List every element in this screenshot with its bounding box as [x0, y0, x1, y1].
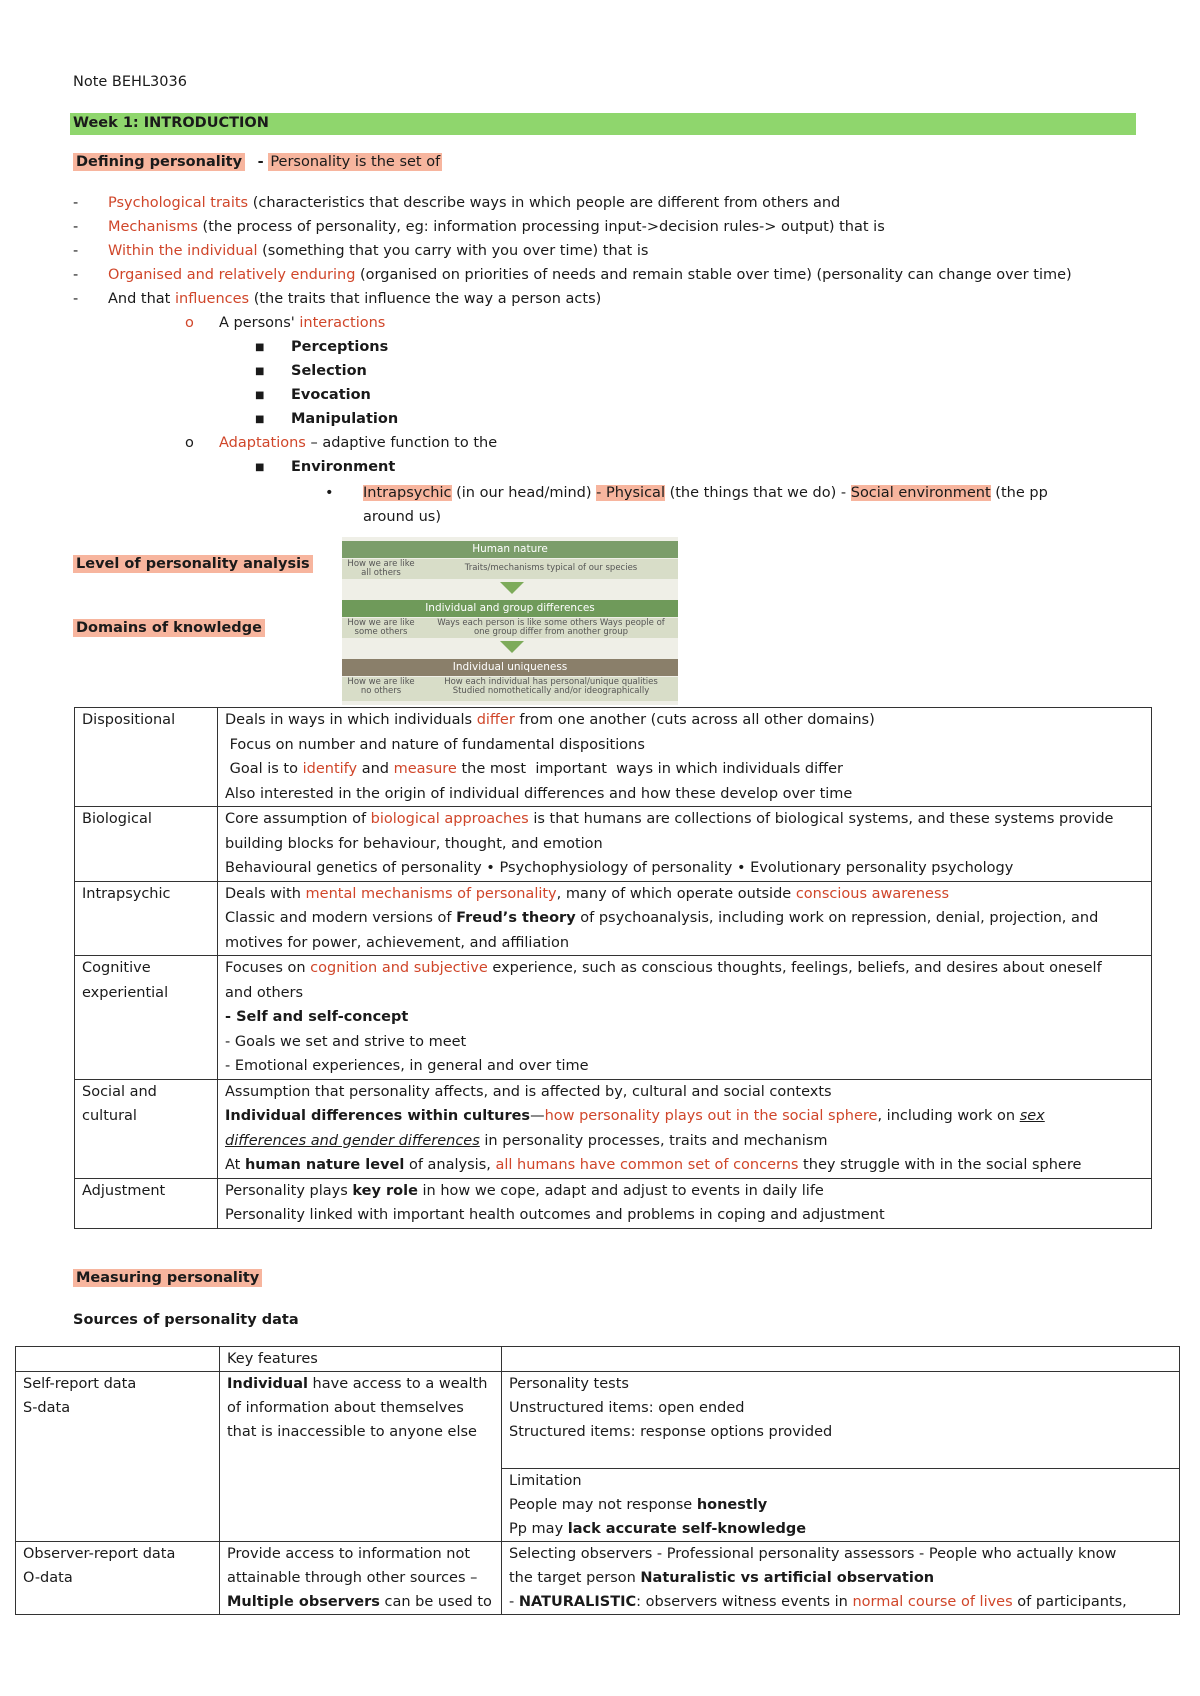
env-physical: - Physical — [596, 485, 665, 501]
text: Selecting observers - Professional personality assessors - People who actually know — [509, 1546, 1117, 1562]
term: Psychological traits — [108, 195, 249, 211]
item-label: Manipulation — [291, 411, 399, 427]
text: from one another (cuts across all other domains) — [514, 712, 875, 728]
term: interactions — [299, 315, 386, 331]
text: Deals with — [225, 885, 306, 902]
term-desc: (organised on priorities of needs and remain stable over time) (personality can change over time) — [355, 267, 1072, 283]
list-item: ■ Environment — [255, 459, 396, 475]
domain-description — [218, 807, 1152, 882]
diagram-row — [342, 559, 678, 579]
domain-description — [218, 956, 1152, 1080]
domain-name: Adjustment — [75, 1178, 218, 1228]
list-item — [185, 315, 385, 331]
down-arrow-icon — [500, 641, 524, 653]
diagram-row — [342, 618, 678, 638]
text: experiential — [82, 984, 169, 1001]
term-pre: And that — [108, 291, 175, 307]
text: is that humans are collections of biological systems, and these systems provide — [528, 811, 1114, 827]
bullet-marker: o — [185, 315, 194, 331]
term: how personality plays out in the social sphere — [544, 1108, 878, 1124]
text: they struggle with in the social sphere — [798, 1157, 1082, 1173]
text: Unstructured items: open ended — [509, 1400, 745, 1416]
env-desc: (the things that we do) - — [664, 485, 851, 501]
text: building blocks for behaviour, thought, and emotion — [225, 835, 603, 852]
term-bold: Individual — [227, 1376, 308, 1392]
env-desc: (in our head/mind) — [451, 485, 597, 501]
text: Focus on number and nature of fundamental dispositions — [225, 736, 645, 753]
table-cell — [502, 1347, 1180, 1372]
table-header: Key features — [220, 1347, 502, 1372]
list-item: ■ Perceptions — [255, 339, 389, 355]
text: the most important ways in which individuals differ — [456, 761, 843, 777]
list-item: ■ Manipulation — [255, 411, 399, 427]
defining-heading: Defining personality — [73, 153, 245, 171]
note-title: Note BEHL3036 — [73, 74, 187, 90]
text: and — [357, 761, 394, 777]
term-underline: sex — [1019, 1108, 1045, 1124]
term: identify — [302, 761, 358, 777]
bullet-marker: o — [185, 435, 194, 451]
text: motives for power, achievement, and affiliation — [225, 934, 570, 951]
text: - Emotional experiences, in general and over time — [225, 1058, 589, 1074]
sources-heading: Sources of personality data — [73, 1312, 299, 1328]
heading-separator: - — [257, 154, 264, 170]
domain-description — [218, 708, 1152, 807]
table-row — [75, 708, 1152, 807]
text: Personality plays — [225, 1182, 353, 1199]
week-title: Week 1: INTRODUCTION — [73, 115, 269, 131]
text: Personality linked with important health outcomes and problems in coping and adjustment — [225, 1207, 885, 1223]
source-details — [502, 1372, 1180, 1469]
text: At — [225, 1157, 245, 1173]
list-item: - Psychological traits (characteristics that describe ways in which people are different from others and — [73, 195, 841, 211]
text: of participants, — [1012, 1594, 1127, 1610]
text: O-data — [23, 1570, 73, 1586]
term: cognition and subjective — [310, 960, 488, 976]
term-bold: honestly — [696, 1497, 768, 1513]
text: of analysis, — [404, 1157, 496, 1173]
table-row — [16, 1347, 1180, 1372]
source-name — [16, 1542, 220, 1615]
term-bold: human nature level — [244, 1157, 405, 1173]
text: Observer-report data — [23, 1546, 176, 1562]
domain-name — [75, 956, 218, 1080]
text: Structured items: response options provided — [509, 1424, 833, 1440]
list-item: • Intrapsychic (in our head/mind) - Physical (the things that we do) - Social environment (the pp around us) — [325, 485, 1048, 525]
defining-heading-line — [73, 154, 442, 170]
text: can be used to — [379, 1594, 492, 1610]
diagram-row-right: Ways each person is like some others Ways people of one group differ from another group — [437, 618, 665, 637]
measuring-heading-line — [73, 1270, 262, 1286]
term-bold: Individual differences within cultures — [225, 1108, 531, 1124]
term-desc: – adaptive function to the — [305, 435, 498, 451]
text: Pp may — [509, 1521, 568, 1537]
text: Behavioural genetics of personality • Psychophysiology of personality • Evolutionary personality psychology — [225, 860, 1014, 876]
text: Provide access to information not — [227, 1546, 471, 1562]
text: have access to a wealth — [307, 1376, 488, 1392]
source-name — [16, 1372, 220, 1542]
text: that is inaccessible to anyone else — [227, 1424, 477, 1440]
term: mental mechanisms of personality — [305, 885, 557, 902]
text: S-data — [23, 1400, 71, 1416]
diagram-bar: Individual and group differences — [342, 600, 678, 617]
env-desc: around us) — [363, 509, 441, 525]
text: and others — [225, 984, 304, 1001]
domain-name: Intrapsychic — [75, 881, 218, 956]
domains-heading-line — [73, 620, 265, 636]
down-arrow-icon — [500, 582, 524, 594]
term: normal course of lives — [852, 1594, 1013, 1610]
term: measure — [393, 761, 457, 777]
diagram-row-right: Traits/mechanisms typical of our species — [464, 563, 638, 573]
text: Core assumption of — [225, 811, 371, 827]
text: Social and — [82, 1083, 157, 1100]
text: , including work on — [877, 1108, 1020, 1124]
item-label: Perceptions — [291, 339, 389, 355]
env-desc: (the pp — [990, 485, 1048, 501]
term-pre: A persons' — [219, 315, 300, 331]
table-row — [75, 881, 1152, 956]
term: Within the individual — [108, 243, 258, 259]
text: Self-report data — [23, 1376, 137, 1392]
text: Cognitive — [82, 960, 151, 976]
defining-intro: Personality is the set of — [270, 154, 441, 170]
text: Also interested in the origin of individual differences and how these develop over time — [225, 785, 853, 802]
diagram-row-left: How we are like no others — [347, 677, 415, 696]
text: cultural — [82, 1108, 137, 1124]
list-item: ■ Selection — [255, 363, 367, 379]
text: in how we cope, adapt and adjust to events in daily life — [417, 1182, 824, 1199]
domain-name: Biological — [75, 807, 218, 882]
sources-table — [15, 1346, 1180, 1615]
domains-table — [74, 707, 1152, 1229]
table-row — [75, 1178, 1152, 1228]
measuring-heading: Measuring personality — [73, 1269, 262, 1287]
term-bold: NATURALISTIC — [518, 1594, 637, 1610]
table-row — [75, 807, 1152, 882]
term: all humans have common set of concerns — [495, 1157, 799, 1173]
term: Adaptations — [219, 435, 306, 451]
term-bold: Freud’s theory — [456, 910, 576, 926]
list-item: - Mechanisms (the process of personality, eg: information processing input->decision rules-> output) that is — [73, 219, 885, 235]
text: Focuses on — [225, 960, 311, 976]
text: of psychoanalysis, including work on repression, denial, projection, and — [575, 910, 1099, 926]
diagram-bar: Human nature — [342, 541, 678, 558]
table-row — [75, 956, 1152, 1080]
domain-description — [218, 881, 1152, 956]
text: : observers witness events in — [636, 1594, 853, 1610]
text: People may not response — [509, 1497, 697, 1513]
item-label: Selection — [291, 363, 367, 379]
text: Personality tests — [509, 1376, 629, 1392]
term: conscious awareness — [795, 885, 950, 902]
diagram-row-left: How we are like some others — [347, 618, 415, 637]
text: in personality processes, traits and mechanism — [479, 1132, 828, 1149]
domain-name — [75, 1079, 218, 1178]
env-social: Social environment — [850, 485, 991, 501]
term-bold: Naturalistic vs artificial observation — [640, 1570, 935, 1586]
term-bold: - Self and self-concept — [225, 1009, 409, 1025]
table-cell — [16, 1347, 220, 1372]
source-details — [502, 1542, 1180, 1615]
env-intrapsychic: Intrapsychic — [363, 485, 452, 501]
text: experience, such as conscious thoughts, feelings, beliefs, and desires about oneself — [487, 960, 1102, 976]
term: Mechanisms — [108, 219, 198, 235]
term: differ — [476, 712, 515, 728]
source-features — [220, 1542, 502, 1615]
text: — — [530, 1108, 545, 1124]
domain-name: Dispositional — [75, 708, 218, 807]
table-row — [75, 1079, 1152, 1178]
item-label: Evocation — [291, 387, 371, 403]
text: - Goals we set and strive to meet — [225, 1033, 467, 1050]
text: the target person — [509, 1570, 641, 1586]
text: , many of which operate outside — [556, 885, 796, 902]
source-features — [220, 1372, 502, 1542]
levels-heading-line — [73, 556, 313, 572]
domain-description — [218, 1079, 1152, 1178]
term-bold: Multiple observers — [227, 1594, 380, 1610]
list-item: - Within the individual (something that you carry with you over time) that is — [73, 243, 649, 259]
diagram-row-right: How each individual has personal/unique qualities Studied nomothetically and/or ideographically — [444, 677, 658, 696]
list-item: - Organised and relatively enduring (organised on priorities of needs and remain stable over time) (personality can change over time) — [73, 267, 1072, 283]
term-desc: (the traits that influence the way a person acts) — [249, 291, 602, 307]
list-item — [185, 435, 497, 451]
term-desc: (characteristics that describe ways in which people are different from others and — [248, 195, 841, 211]
levels-heading: Level of personality analysis — [73, 555, 313, 573]
term: biological approaches — [370, 811, 529, 827]
source-limitations — [502, 1469, 1180, 1542]
term-desc: (the process of personality, eg: information processing input->decision rules-> output) that is — [197, 219, 885, 235]
diagram-row-left: How we are like all others — [347, 559, 415, 578]
table-row — [16, 1542, 1180, 1615]
term-desc: (something that you carry with you over time) that is — [257, 243, 649, 259]
item-label: Environment — [291, 459, 396, 475]
text: attainable through other sources – — [227, 1570, 478, 1586]
domains-heading: Domains of knowledge — [73, 619, 265, 637]
term-bold: key role — [352, 1182, 418, 1199]
text: Goal is to — [225, 761, 303, 777]
text: Classic and modern versions of — [225, 910, 457, 926]
text: of information about themselves — [227, 1400, 464, 1416]
text: - — [509, 1594, 519, 1610]
term-underline: differences and gender differences — [225, 1132, 480, 1149]
domain-description — [218, 1178, 1152, 1228]
diagram-row — [342, 677, 678, 701]
term: Organised and relatively enduring — [108, 267, 356, 283]
personality-levels-diagram — [342, 537, 678, 705]
text: Assumption that personality affects, and is affected by, cultural and social contexts — [225, 1083, 832, 1100]
text: Deals in ways in which individuals — [225, 712, 477, 728]
list-item: ■ Evocation — [255, 387, 371, 403]
text: Limitation — [509, 1473, 582, 1489]
list-item: - And that influences (the traits that influence the way a person acts) — [73, 291, 602, 307]
term-bold: lack accurate self-knowledge — [567, 1521, 807, 1537]
table-row — [16, 1372, 1180, 1469]
term: influences — [174, 291, 250, 307]
diagram-bar: Individual uniqueness — [342, 659, 678, 676]
